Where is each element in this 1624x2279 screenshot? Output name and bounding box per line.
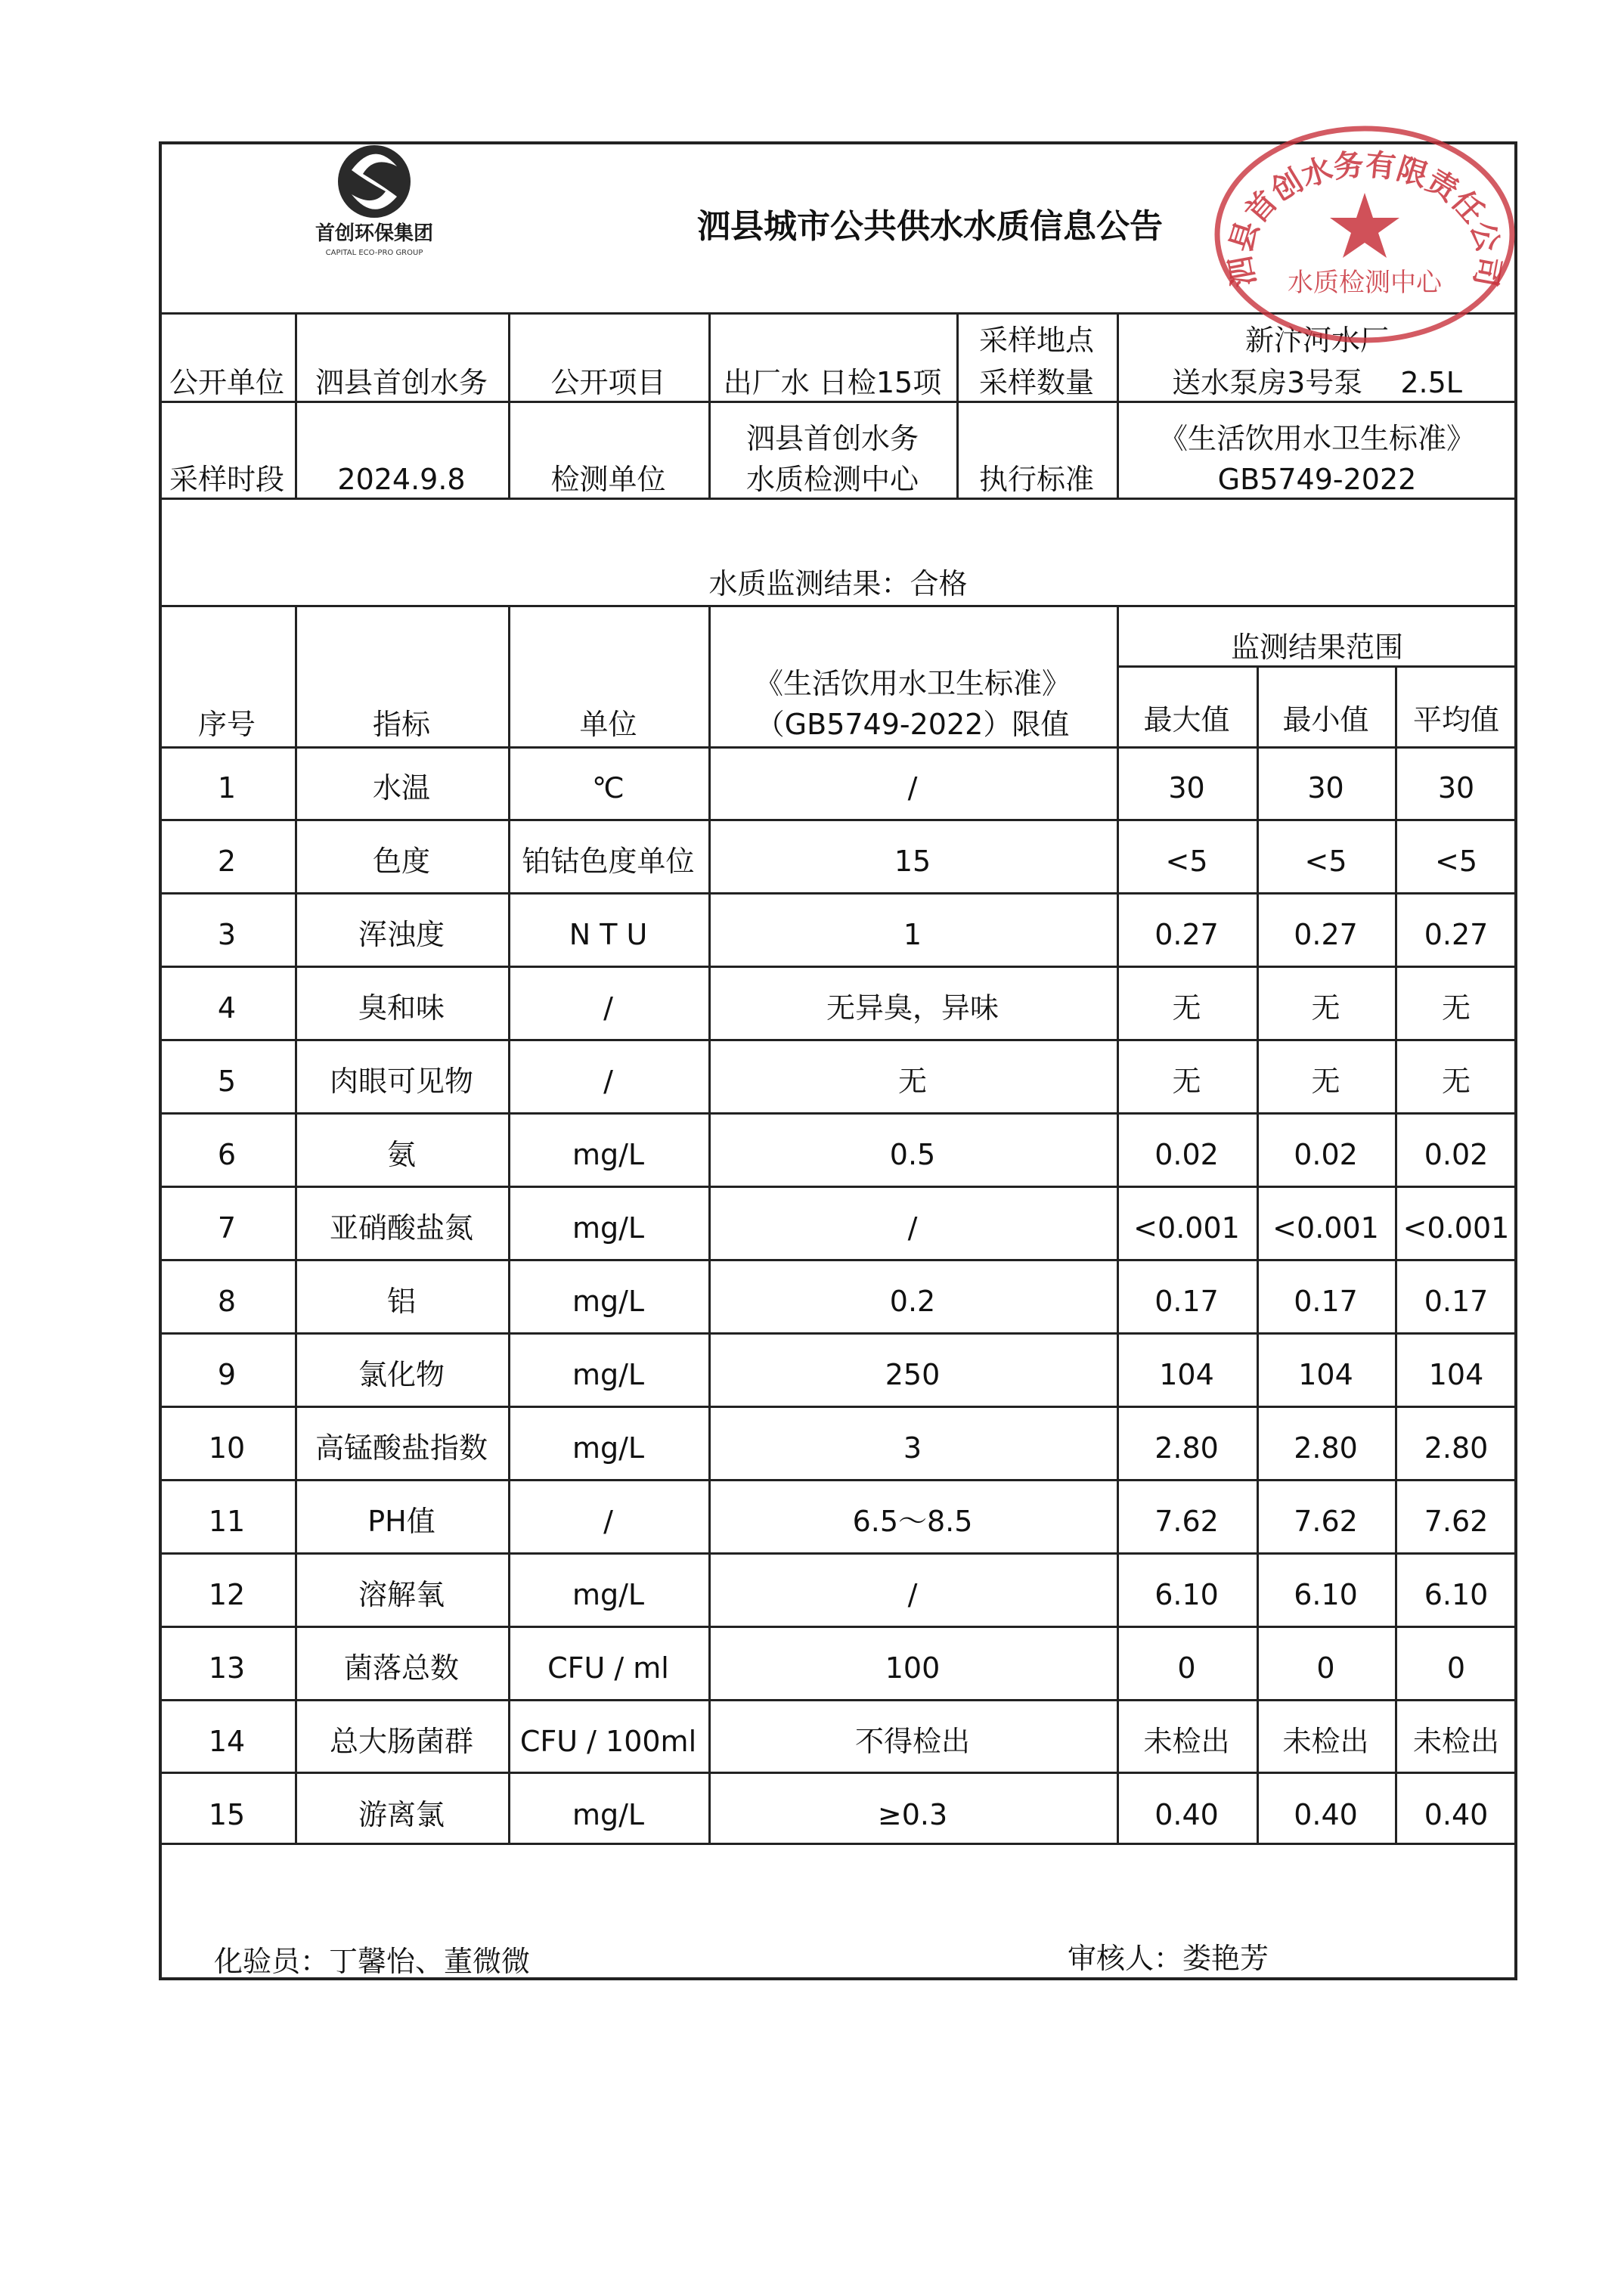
row-avg: 2.80 [1424, 1431, 1489, 1465]
company-logo [291, 140, 457, 261]
info-site-label: 采样地点 [978, 324, 1094, 357]
row-avg: 未检出 [1412, 1725, 1499, 1758]
row-unit: mg/L [572, 1798, 645, 1831]
stamp-text: 泗县首创水务有限责任公司 [1223, 147, 1507, 290]
row-no: 1 [217, 771, 237, 805]
row-min: 7.62 [1294, 1505, 1358, 1538]
info-qty-value: 送水泵房3号泵 2.5L [1172, 366, 1462, 399]
row-min: 6.10 [1294, 1578, 1358, 1611]
row-no: 11 [208, 1505, 246, 1538]
row-unit: CFU / 100ml [519, 1725, 697, 1758]
row-limit: 100 [885, 1651, 941, 1685]
row-min: <5 [1304, 845, 1347, 878]
row-avg: <0.001 [1402, 1211, 1510, 1245]
row-min: 0.27 [1294, 918, 1358, 951]
row-min: 无 [1311, 991, 1340, 1025]
logo-text: 首创环保集团 [315, 222, 434, 245]
row-no: 5 [217, 1065, 237, 1098]
row-unit: mg/L [572, 1211, 645, 1245]
row-limit: 0.5 [889, 1138, 936, 1171]
info-unit-value: 泗县首创水务 [315, 366, 488, 399]
official-stamp [1202, 121, 1520, 348]
row-min: 未检出 [1282, 1725, 1369, 1758]
row-max: 30 [1168, 771, 1205, 805]
row-min: 0 [1316, 1651, 1335, 1685]
row-no: 9 [217, 1358, 237, 1391]
row-indicator: 氯化物 [358, 1358, 445, 1391]
header-avg: 平均值 [1412, 703, 1499, 736]
row-min: <0.001 [1272, 1211, 1379, 1245]
row-min: 104 [1298, 1358, 1353, 1391]
row-avg: 无 [1441, 991, 1471, 1025]
row-no: 10 [208, 1431, 246, 1465]
row-min: 0.17 [1294, 1285, 1358, 1318]
row-limit: / [907, 1211, 918, 1245]
row-unit: ℃ [592, 771, 624, 805]
row-avg: 0.40 [1424, 1798, 1489, 1831]
row-unit: N T U [569, 918, 648, 951]
row-limit: / [907, 1578, 918, 1611]
row-unit: mg/L [572, 1138, 645, 1171]
row-limit: 0.2 [889, 1285, 936, 1318]
info-unit-label: 公开单位 [169, 366, 284, 399]
row-no: 12 [208, 1578, 246, 1611]
row-max: 6.10 [1154, 1578, 1219, 1611]
row-indicator: 色度 [372, 845, 430, 878]
row-indicator: 菌落总数 [343, 1651, 459, 1685]
info-item-value: 出厂水 日检15项 [723, 366, 942, 399]
row-no: 14 [208, 1725, 246, 1758]
row-no: 7 [217, 1211, 237, 1245]
header-min: 最小值 [1282, 703, 1369, 736]
header-indicator: 指标 [372, 708, 430, 741]
row-avg: 0 [1446, 1651, 1466, 1685]
info-lab-label: 检测单位 [550, 463, 666, 496]
row-avg: <5 [1434, 845, 1478, 878]
row-max: 无 [1172, 1065, 1201, 1098]
row-avg: 104 [1428, 1358, 1484, 1391]
row-unit: mg/L [572, 1358, 645, 1391]
row-indicator: 游离氯 [358, 1798, 445, 1831]
row-indicator: 总大肠菌群 [329, 1725, 473, 1758]
info-item-label: 公开项目 [550, 366, 666, 399]
row-max: 0.40 [1154, 1798, 1219, 1831]
logo-emblem-icon [338, 145, 411, 218]
logo-subtext: CAPITAL ECO-PRO GROUP [325, 249, 423, 257]
row-max: 无 [1172, 991, 1201, 1025]
result-line: 水质监测结果：合格 [708, 567, 968, 600]
row-no: 6 [217, 1138, 237, 1171]
row-avg: 7.62 [1424, 1505, 1489, 1538]
row-unit: / [603, 991, 613, 1025]
stamp-subtext: 水质检测中心 [1288, 268, 1442, 298]
reviewer-signature: 审核人：娄艳芳 [1068, 1942, 1269, 1975]
row-indicator: 浑浊度 [358, 918, 445, 951]
page-title: 泗县城市公共供水水质信息公告 [697, 207, 1163, 246]
row-indicator: PH值 [367, 1505, 435, 1538]
row-limit: / [907, 771, 918, 805]
row-avg: 0.02 [1424, 1138, 1489, 1171]
row-max: 0 [1177, 1651, 1196, 1685]
row-indicator: 高锰酸盐指数 [315, 1431, 488, 1465]
header-max: 最大值 [1143, 703, 1230, 736]
row-indicator: 臭和味 [358, 991, 445, 1025]
row-max: 0.27 [1154, 918, 1219, 951]
row-unit: / [603, 1505, 613, 1538]
info-qty-label: 采样数量 [978, 366, 1094, 399]
row-limit: 无异臭，异味 [826, 991, 999, 1025]
row-max: 0.17 [1154, 1285, 1219, 1318]
info-lab-value-1: 泗县首创水务 [745, 422, 919, 455]
header-no: 序号 [197, 708, 256, 741]
header-range: 监测结果范围 [1230, 631, 1403, 664]
row-no: 15 [208, 1798, 246, 1831]
announcement-sheet [159, 141, 1517, 1980]
row-no: 4 [217, 991, 237, 1025]
info-std-value-2: GB5749-2022 [1217, 463, 1417, 496]
row-indicator: 氨 [386, 1138, 416, 1171]
row-no: 13 [208, 1651, 246, 1685]
row-limit: 6.5～8.5 [852, 1505, 973, 1538]
row-max: 7.62 [1154, 1505, 1219, 1538]
row-limit: 无 [897, 1065, 927, 1098]
row-no: 8 [217, 1285, 237, 1318]
row-no: 3 [217, 918, 237, 951]
row-unit: CFU / ml [547, 1651, 669, 1685]
row-limit: 3 [903, 1431, 922, 1465]
info-lab-value-2: 水质检测中心 [745, 463, 919, 496]
row-max: 104 [1159, 1358, 1214, 1391]
row-min: 0.02 [1294, 1138, 1358, 1171]
info-time-label: 采样时段 [169, 463, 284, 496]
row-min: 0.40 [1294, 1798, 1358, 1831]
row-avg: 0.27 [1424, 918, 1489, 951]
row-avg: 6.10 [1424, 1578, 1489, 1611]
row-limit: 15 [894, 845, 931, 878]
row-min: 无 [1311, 1065, 1340, 1098]
row-unit: 铂钴色度单位 [522, 845, 695, 878]
stamp-star-icon [1330, 193, 1399, 258]
row-avg: 0.17 [1424, 1285, 1489, 1318]
row-unit: mg/L [572, 1578, 645, 1611]
info-site-value: 新汴河水厂 [1244, 324, 1389, 357]
row-max: <0.001 [1133, 1211, 1240, 1245]
row-max: <5 [1165, 845, 1208, 878]
row-indicator: 肉眼可见物 [329, 1065, 473, 1098]
info-std-label: 执行标准 [978, 463, 1094, 496]
row-limit: 不得检出 [854, 1725, 970, 1758]
row-limit: ≥0.3 [877, 1798, 948, 1831]
header-unit: 单位 [579, 708, 637, 741]
row-avg: 30 [1437, 771, 1475, 805]
row-max: 0.02 [1154, 1138, 1219, 1171]
row-indicator: 亚硝酸盐氮 [329, 1211, 473, 1245]
row-indicator: 铝 [386, 1285, 416, 1318]
row-limit: 250 [885, 1358, 941, 1391]
row-indicator: 溶解氧 [358, 1578, 445, 1611]
row-min: 30 [1307, 771, 1344, 805]
row-no: 2 [217, 845, 237, 878]
row-max: 未检出 [1143, 1725, 1230, 1758]
header-limit-1: 《生活饮用水卫生标准》 [754, 667, 1071, 700]
header-limit-2: （GB5749-2022）限值 [755, 708, 1070, 741]
row-max: 2.80 [1154, 1431, 1219, 1465]
row-min: 2.80 [1294, 1431, 1358, 1465]
row-unit: / [603, 1065, 613, 1098]
info-time-value: 2024.9.8 [337, 463, 466, 496]
info-std-value-1: 《生活饮用水卫生标准》 [1158, 422, 1475, 455]
row-indicator: 水温 [372, 771, 430, 805]
row-unit: mg/L [572, 1285, 645, 1318]
tester-signature: 化验员：丁馨怡、董微微 [214, 1945, 531, 1978]
row-limit: 1 [903, 918, 922, 951]
row-avg: 无 [1441, 1065, 1471, 1098]
row-unit: mg/L [572, 1431, 645, 1465]
